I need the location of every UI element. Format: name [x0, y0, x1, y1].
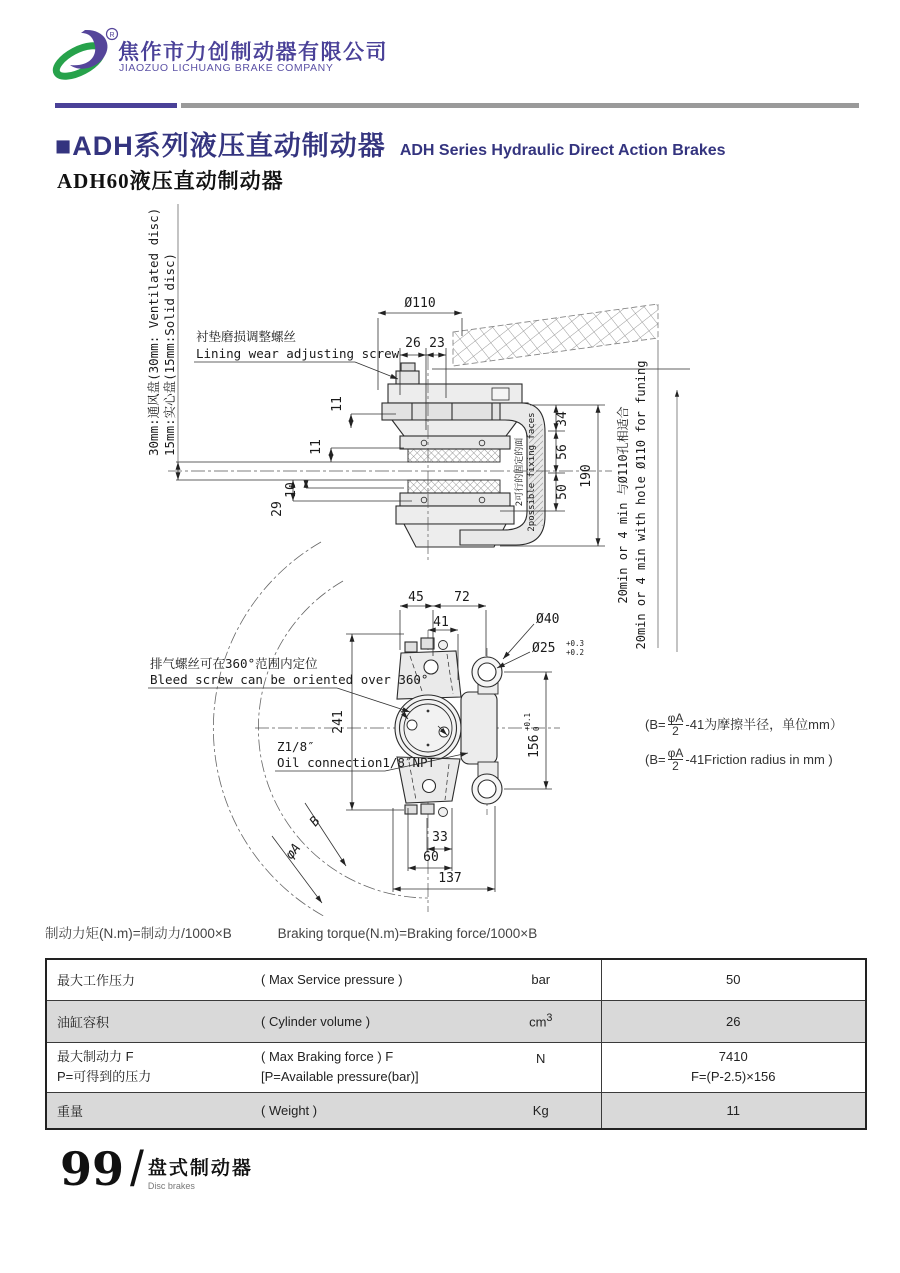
formula-cn: 制动力矩(N.m)=制动力/1000×B	[45, 926, 232, 941]
disc-hatch-area	[453, 304, 658, 366]
bleed-label-cn: 排气螺丝可在360°范围内定位	[150, 656, 318, 671]
dim-10: 10	[284, 482, 299, 498]
table-row-weight	[46, 1093, 866, 1129]
row-value	[601, 1042, 866, 1093]
disc-note-line2: 15mm:实心盘(15mm:Solid disc)	[162, 252, 177, 456]
dim-B: B	[307, 813, 324, 830]
technical-drawing	[40, 198, 870, 916]
dim-156-tol-hi: +0.1	[523, 712, 532, 731]
row-unit: N	[481, 1042, 601, 1093]
dim-241: 241	[331, 710, 346, 734]
fixing-note-cn: 2可行的固定的面	[515, 437, 525, 507]
dim-25-tol-lo: +0.2	[566, 648, 585, 657]
row-label-cn: 重量	[46, 1093, 251, 1129]
lining-label-cn: 衬垫磨损调整螺丝	[196, 329, 297, 344]
company-name-cn: 焦作市力创制动器有限公司	[118, 41, 388, 64]
footer-category	[148, 1153, 253, 1191]
fraction-numerator: φA	[667, 746, 684, 760]
disc-note-line1: 30mm:通风盘(30mm: Ventilated disc)	[146, 207, 161, 456]
dim-23: 23	[429, 336, 445, 351]
value-line1: 7410	[718, 1048, 748, 1064]
dim-phiA: φA	[282, 840, 305, 863]
bleed-label-en: Bleed screw can be oriented over 360°	[150, 672, 429, 687]
friction-en-post: -41Friction radius in mm )	[685, 752, 833, 767]
divider-purple	[55, 103, 177, 108]
label-cn-line1: 最大制动力 F	[57, 1048, 134, 1064]
company-name-en: JIAOZUO LICHUANG BRAKE COMPANY	[119, 62, 334, 74]
row-unit: bar	[481, 959, 601, 1000]
table-row-braking-force	[46, 1042, 866, 1093]
unit-text: cm	[529, 1014, 547, 1030]
dim-45: 45	[408, 590, 424, 605]
dim-56: 56	[555, 444, 570, 460]
friction-note-en	[645, 747, 843, 772]
fraction-numerator: φA	[667, 711, 684, 725]
lining-label-en: Lining wear adjusting screw	[196, 346, 400, 361]
category-en: Disc brakes	[147, 1181, 195, 1191]
dim-72: 72	[454, 590, 470, 605]
footer-slash: /	[130, 1141, 144, 1197]
page-footer	[60, 1141, 253, 1197]
top-view	[168, 204, 690, 652]
dim-11a: 11	[330, 396, 345, 412]
section-title-cn: ■ADH系列液压直动制动器	[55, 131, 386, 161]
table-row-cylinder-volume	[46, 1000, 866, 1042]
dim-26: 26	[405, 336, 421, 351]
dim-110: Ø110	[404, 296, 436, 311]
fraction	[668, 747, 684, 772]
dim-156-tol-lo: 0	[532, 726, 541, 731]
value-line2: F=(P-2.5)×156	[690, 1069, 776, 1085]
formula-en: Braking torque(N.m)=Braking force/1000×B	[277, 926, 538, 941]
dim-34: 34	[555, 411, 570, 427]
unit-sup: 3	[546, 1012, 553, 1025]
friction-note-cn	[645, 712, 843, 737]
dim-29: 29	[270, 501, 285, 517]
row-value: 50	[601, 959, 866, 1000]
row-value: 11	[601, 1093, 866, 1129]
label-cn-line2: P=可得到的压力	[57, 1069, 152, 1085]
dim-156: 156	[527, 734, 542, 758]
dim-25: Ø25	[532, 641, 556, 656]
oil-label-cn: Z1/8″	[277, 739, 315, 754]
row-label-cn: 油缸容积	[46, 1000, 251, 1042]
fit-note-cn: 20min or 4 min 与Ø110孔相适合	[616, 406, 630, 604]
category-cn: 盘式制动器	[147, 1158, 253, 1179]
friction-pre: (B=	[645, 717, 666, 732]
label-en-line2: [P=Available pressure(bar)]	[261, 1069, 419, 1085]
dim-137: 137	[438, 871, 462, 886]
page-number: 99	[60, 1142, 125, 1196]
section-title	[55, 124, 726, 163]
friction-radius-note	[645, 712, 843, 782]
section-title-en: ADH Series Hydraulic Direct Action Brakes	[399, 142, 726, 159]
dim-11b: 11	[309, 439, 324, 455]
oil-label-en: Oil connection1/8″NPT	[277, 755, 436, 770]
spec-table	[45, 958, 867, 1130]
dim-41: 41	[433, 615, 449, 630]
model-title: ADH60液压直动制动器	[57, 169, 284, 193]
dim-25-tol-hi: +0.3	[566, 639, 585, 648]
fraction	[668, 712, 684, 737]
row-unit	[481, 1000, 601, 1042]
row-unit: Kg	[481, 1093, 601, 1129]
row-value: 26	[601, 1000, 866, 1042]
fit-note-en: 20min or 4 min with hole Ø110 for funing	[634, 360, 648, 650]
row-label-en	[251, 1042, 481, 1093]
lower-pad-hatch	[408, 480, 500, 493]
row-label-en: ( Weight )	[251, 1093, 481, 1129]
dim-50: 50	[555, 484, 570, 500]
label-en-line1: ( Max Braking force ) F	[261, 1048, 394, 1064]
dim-190: 190	[579, 464, 594, 488]
svg-text:R: R	[109, 32, 115, 39]
braking-torque-formula	[45, 922, 579, 942]
fixing-note-en: 2possible fixing faces	[527, 412, 537, 532]
row-label-en: ( Max Service pressure )	[251, 959, 481, 1000]
dim-33: 33	[432, 830, 448, 845]
top-lug-hole	[478, 663, 496, 681]
friction-radius-arc-A	[213, 542, 391, 916]
company-logo	[52, 26, 122, 88]
bottom-lug-hole	[478, 780, 496, 798]
dim-40: Ø40	[536, 612, 560, 627]
disc-type-note	[146, 208, 177, 456]
friction-cn-post: -41为摩擦半径，单位mm）	[685, 717, 843, 732]
friction-pre: (B=	[645, 752, 666, 767]
fraction-denominator: 2	[668, 724, 683, 737]
row-label-en: ( Cylinder volume )	[251, 1000, 481, 1042]
upper-pad-hatch	[408, 449, 500, 462]
row-label-cn	[46, 1042, 251, 1093]
dim-156-group	[523, 713, 542, 758]
dim-60: 60	[423, 850, 439, 865]
divider-gray	[181, 103, 859, 108]
table-row-max-pressure	[46, 959, 866, 1000]
fraction-denominator: 2	[668, 759, 683, 772]
bottom-view	[213, 542, 560, 916]
row-label-cn: 最大工作压力	[46, 959, 251, 1000]
